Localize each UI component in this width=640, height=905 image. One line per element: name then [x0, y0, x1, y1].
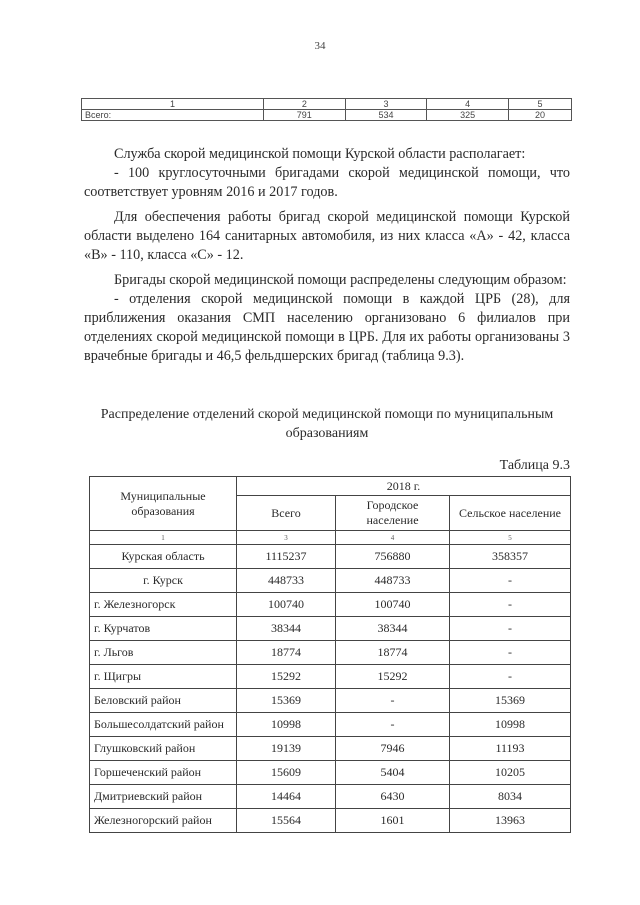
rural-value: -: [450, 617, 571, 641]
table-row: [90, 617, 571, 641]
table-row: [90, 761, 571, 785]
paragraph: - 100 круглосуточными бригадами скорой медицинской помощи, что соответствует уровням 2016 и 2017 годов.: [84, 165, 570, 200]
municipality-name: Железногорский район: [90, 809, 237, 833]
rural-value: -: [450, 593, 571, 617]
table-row: [90, 569, 571, 593]
rural-value: 10998: [450, 713, 571, 737]
total-value: 10998: [237, 713, 336, 737]
table-row: [90, 785, 571, 809]
summary-total-cell: 791: [264, 110, 346, 121]
table-row: [90, 809, 571, 833]
table-row: [90, 593, 571, 617]
urban-value: 756880: [336, 545, 450, 569]
summary-header-cell: 1: [82, 99, 264, 110]
urban-value: 5404: [336, 761, 450, 785]
summary-total-cell: 325: [427, 110, 509, 121]
table-row: [90, 545, 571, 569]
total-value: 448733: [237, 569, 336, 593]
table-row: [90, 737, 571, 761]
summary-header-cell: 2: [264, 99, 346, 110]
municipality-name: Глушковский район: [90, 737, 237, 761]
column-number: 1: [90, 531, 237, 545]
paragraph: Служба скорой медицинской помощи Курской области располагает:: [114, 146, 526, 162]
rural-value: 15369: [450, 689, 571, 713]
summary-total-label: Всего:: [82, 110, 264, 121]
municipality-name: Курская область: [90, 545, 237, 569]
table-header-row: [90, 477, 571, 496]
column-number-row: [90, 531, 571, 545]
paragraph: - отделения скорой медицинской помощи в каждой ЦРБ (28), для приближения оказания СМП населению организовано 6 филиалов при отделениях скорой медицинской помощи в ЦРБ. Для их работы организованы 3 врачебные бригады и 46,5 фельдшерских бригад (таблица 9.3).: [84, 291, 570, 364]
municipality-name: г. Железногорск: [90, 593, 237, 617]
rural-value: 8034: [450, 785, 571, 809]
table-row: [90, 713, 571, 737]
column-number: 4: [336, 531, 450, 545]
rural-value: 13963: [450, 809, 571, 833]
rural-value: 10205: [450, 761, 571, 785]
rural-value: 11193: [450, 737, 571, 761]
municipality-name: г. Щигры: [90, 665, 237, 689]
summary-table-header-row: [82, 99, 572, 110]
rural-value: -: [450, 569, 571, 593]
ambulance-distribution-table: [89, 476, 571, 833]
summary-total-cell: 20: [508, 110, 571, 121]
total-value: 100740: [237, 593, 336, 617]
page-number: 34: [314, 40, 326, 52]
urban-value: 7946: [336, 737, 450, 761]
total-value: 15369: [237, 689, 336, 713]
header-urban: Городское население: [336, 496, 450, 531]
total-value: 15564: [237, 809, 336, 833]
urban-value: 1601: [336, 809, 450, 833]
urban-value: 100740: [336, 593, 450, 617]
total-value: 15609: [237, 761, 336, 785]
municipality-name: Большесолдатский район: [90, 713, 237, 737]
table-row: [90, 689, 571, 713]
summary-table-total-row: [82, 110, 572, 121]
summary-header-cell: 5: [508, 99, 571, 110]
summary-header-cell: 4: [427, 99, 509, 110]
total-value: 15292: [237, 665, 336, 689]
header-municipality: Муниципальные образования: [90, 477, 237, 531]
column-number: 3: [237, 531, 336, 545]
total-value: 18774: [237, 641, 336, 665]
municipality-name: Дмитриевский район: [90, 785, 237, 809]
urban-value: 448733: [336, 569, 450, 593]
urban-value: -: [336, 713, 450, 737]
paragraph: Бригады скорой медицинской помощи распределены следующим образом:: [114, 272, 567, 288]
municipality-name: г. Курск: [90, 569, 237, 593]
header-total: Всего: [237, 496, 336, 531]
municipality-name: Горшеченский район: [90, 761, 237, 785]
municipality-name: г. Льгов: [90, 641, 237, 665]
summary-total-cell: 534: [345, 110, 427, 121]
rural-value: -: [450, 641, 571, 665]
paragraph: Для обеспечения работы бригад скорой медицинской помощи Курской области выделено 164 санитарных автомобиля, из них класса «А» - 42, класса «В» - 110, класса «С» - 12.: [84, 209, 570, 263]
urban-value: 38344: [336, 617, 450, 641]
urban-value: 15292: [336, 665, 450, 689]
header-rural: Сельское население: [450, 496, 571, 531]
table-caption: Распределение отделений скорой медицинской помощи по муниципальным образованиям: [100, 407, 554, 441]
total-value: 19139: [237, 737, 336, 761]
column-number: 5: [450, 531, 571, 545]
summary-table: [81, 98, 572, 121]
header-year: 2018 г.: [237, 477, 571, 496]
municipality-name: г. Курчатов: [90, 617, 237, 641]
summary-header-cell: 3: [345, 99, 427, 110]
rural-value: -: [450, 665, 571, 689]
total-value: 1115237: [237, 545, 336, 569]
total-value: 38344: [237, 617, 336, 641]
urban-value: 6430: [336, 785, 450, 809]
table-row: [90, 641, 571, 665]
municipality-name: Беловский район: [90, 689, 237, 713]
table-row: [90, 665, 571, 689]
table-label: Таблица 9.3: [499, 458, 570, 473]
rural-value: 358357: [450, 545, 571, 569]
urban-value: -: [336, 689, 450, 713]
urban-value: 18774: [336, 641, 450, 665]
total-value: 14464: [237, 785, 336, 809]
body-text: [84, 145, 570, 372]
